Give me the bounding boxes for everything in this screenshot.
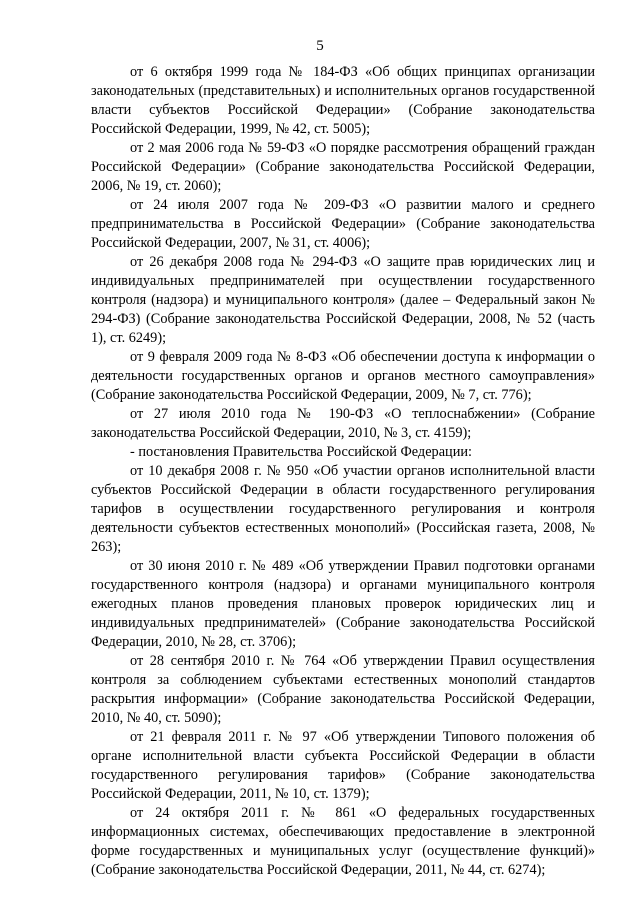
paragraph-resolution-764: от 28 сентября 2010 г. № 764 «Об утверждении Правил осуществления контроля за соблюдением субъектами естественных монополий стандартов раскрытия информации» (Собрание законодательства Российской Федерации, 2010, № 40, ст. 5090);: [91, 653, 595, 726]
paragraph-resolution-950: от 10 декабря 2008 г. № 950 «Об участии органов исполнительной власти субъектов Российской Федерации в области государственного регулирования тарифов в осуществлении государственного регулирования и контроля деятельности субъектов естественных монополий» (Российская газета, 2008, № 263);: [91, 463, 595, 555]
paragraph-law-294-fz: от 26 декабря 2008 года № 294-ФЗ «О защите прав юридических лиц и индивидуальных предпринимателей при осуществлении государственного контроля (надзора) и муниципального контроля» (далее – Федеральный закон № 294-ФЗ) (Собрание законодательства Российской Федерации, 2008, № 52 (часть 1), ст. 6249);: [91, 254, 595, 346]
page-number: 5: [316, 38, 324, 54]
paragraph-resolution-861: от 24 октября 2011 г. № 861 «О федеральных государственных информационных системах, обеспечивающих предоставление в электронной форме государственных и муниципальных услуг (осуществление функций)» (Собрание законодательства Российской Федерации, 2011, № 44, ст. 6274);: [91, 805, 595, 878]
paragraph-law-190-fz: от 27 июля 2010 года № 190-ФЗ «О теплоснабжении» (Собрание законодательства Российской Федерации, 2010, № 3, ст. 4159);: [91, 406, 595, 441]
paragraph-resolution-489: от 30 июня 2010 г. № 489 «Об утверждении Правил подготовки органами государственного контроля (надзора) и органами муниципального контроля ежегодных планов проведения плановых проверок юридических лиц и индивидуальных предпринимателей» (Собрание законодательства Российской Федерации, 2010, № 28, ст. 3706);: [91, 558, 595, 650]
document-body: [91, 63, 595, 880]
paragraph-law-8-fz: от 9 февраля 2009 года № 8-ФЗ «Об обеспечении доступа к информации о деятельности государственных органов и органов местного самоуправления» (Собрание законодательства Российской Федерации, 2009, № 7, ст. 776);: [91, 349, 595, 403]
paragraph-law-184-fz: от 6 октября 1999 года № 184-ФЗ «Об общих принципах организации законодательных (представительных) и исполнительных органов государственной власти субъектов Российской Федерации» (Собрание законодательства Российской Федерации, 1999, № 42, ст. 5005);: [91, 64, 595, 137]
paragraph-government-resolutions-heading: - постановления Правительства Российской Федерации:: [130, 444, 472, 460]
paragraph-law-209-fz: от 24 июля 2007 года № 209-ФЗ «О развитии малого и среднего предпринимательства в Российской Федерации» (Собрание законодательства Российской Федерации, 2007, № 31, ст. 4006);: [91, 197, 595, 251]
paragraph-resolution-97: от 21 февраля 2011 г. № 97 «Об утверждении Типового положения об органе исполнительной власти субъекта Российской Федерации в области государственного регулирования тарифов» (Собрание законодательства Российской Федерации, 2011, № 10, ст. 1379);: [91, 729, 595, 802]
paragraph-law-59-fz: от 2 мая 2006 года № 59-ФЗ «О порядке рассмотрения обращений граждан Российской Федерации» (Собрание законодательства Российской Федерации, 2006, № 19, ст. 2060);: [91, 140, 595, 194]
